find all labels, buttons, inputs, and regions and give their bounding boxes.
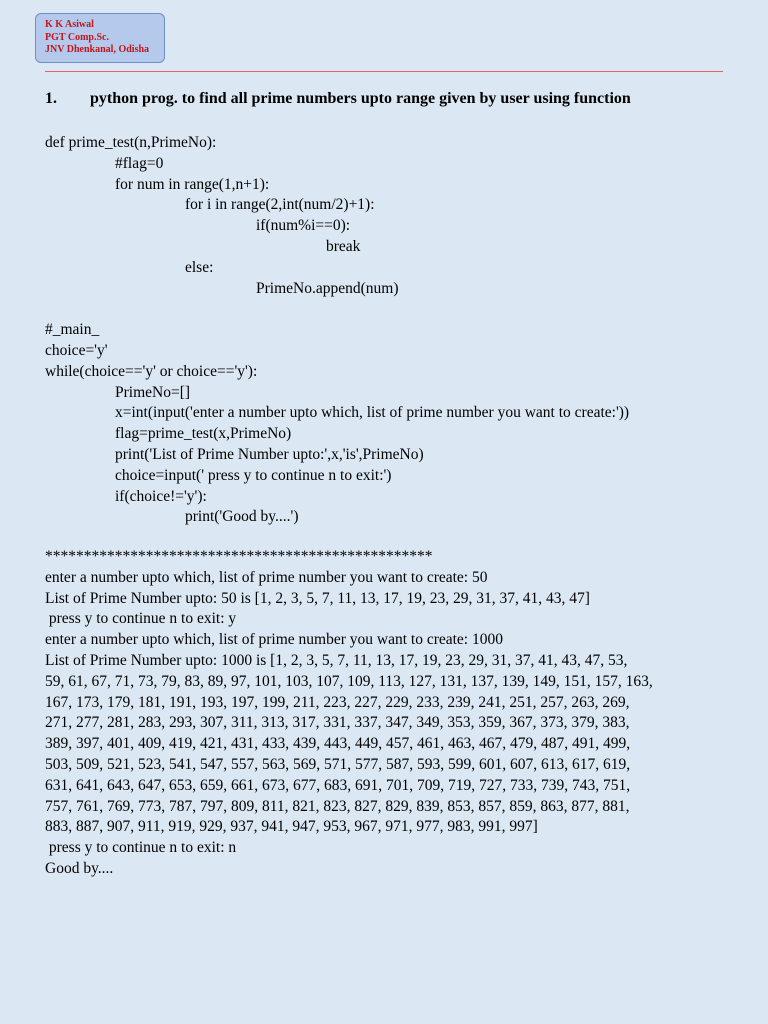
code-line: if(choice!='y'): [115,487,207,505]
code-line: else: [185,258,214,276]
output-line: List of Prime Number upto: 1000 is [1, 2, 3, 5, 7, 11, 13, 17, 19, 23, 29, 31, 37, 41, 43, 47, 53, [45,651,628,669]
author-name: K K Asiwal [45,19,94,30]
code-line: choice='y' [45,341,108,359]
program-title: python prog. to find all prime numbers upto range given by user using function [90,90,631,107]
code-line: choice=input(' press y to continue n to exit:') [115,466,392,484]
code-line: PrimeNo.append(num) [256,279,399,297]
output-line: Good by.... [45,859,114,877]
code-line: if(num%i==0): [256,217,351,235]
output-line: 59, 61, 67, 71, 73, 79, 83, 89, 97, 101, 103, 107, 109, 113, 127, 131, 137, 139, 149, 151, 157, 163, [45,672,653,690]
code-line: #flag=0 [115,154,164,172]
output-line: List of Prime Number upto: 50 is [1, 2, 3, 5, 7, 11, 13, 17, 19, 23, 29, 31, 37, 41, 43, 47] [45,589,590,607]
output-line: 503, 509, 521, 523, 541, 547, 557, 563, 569, 571, 577, 587, 593, 599, 601, 607, 613, 617, 619, [45,755,631,773]
code-line: PrimeNo=[] [115,383,191,401]
program-number: 1. [45,90,57,107]
output-line: press y to continue n to exit: n [45,839,237,857]
program-output [45,547,653,880]
author-school: JNV Dhenkanal, Odisha [45,44,150,55]
output-line: enter a number upto which, list of prime number you want to create: 50 [45,568,488,586]
code-line: print('List of Prime Number upto:',x,'is',PrimeNo) [115,445,424,463]
output-line: 389, 397, 401, 409, 419, 421, 431, 433, 439, 443, 449, 457, 461, 463, 467, 479, 487, 491, 499, [45,735,631,753]
author-badge [35,13,165,63]
output-line: 631, 641, 643, 647, 653, 659, 661, 673, 677, 683, 691, 701, 709, 719, 727, 733, 739, 743, 751, [45,776,631,794]
code-line: while(choice=='y' or choice=='y'): [45,362,258,380]
code-line: for num in range(1,n+1): [115,175,270,193]
code-line: #_main_ [45,321,100,339]
code-block [45,133,629,528]
code-line: print('Good by....') [185,508,299,526]
header-divider [45,71,723,72]
author-title: PGT Comp.Sc. [45,31,109,43]
output-line: enter a number upto which, list of prime number you want to create: 1000 [45,631,503,649]
code-line: x=int(input('enter a number upto which, list of prime number you want to create:')) [115,404,630,422]
output-line: 757, 761, 769, 773, 787, 797, 809, 811, 821, 823, 827, 829, 839, 853, 857, 859, 863, 877, 881, [45,797,630,815]
program-heading [45,90,631,108]
code-line: flag=prime_test(x,PrimeNo) [115,425,292,443]
output-line: 883, 887, 907, 911, 919, 929, 937, 941, 947, 953, 967, 971, 977, 983, 991, 997] [45,818,538,836]
output-separator: ************************************************** [45,548,433,565]
output-line: 167, 173, 179, 181, 191, 193, 197, 199, 211, 223, 227, 229, 233, 239, 241, 251, 257, 263, 269, [45,693,630,711]
output-line: 271, 277, 281, 283, 293, 307, 311, 313, 317, 331, 337, 347, 349, 353, 359, 367, 373, 379, 383, [45,714,630,732]
code-line: for i in range(2,int(num/2)+1): [185,196,375,214]
code-line: def prime_test(n,PrimeNo): [45,134,217,151]
blank-line [45,299,629,320]
output-line: press y to continue n to exit: y [45,610,237,628]
code-line: break [326,237,361,255]
